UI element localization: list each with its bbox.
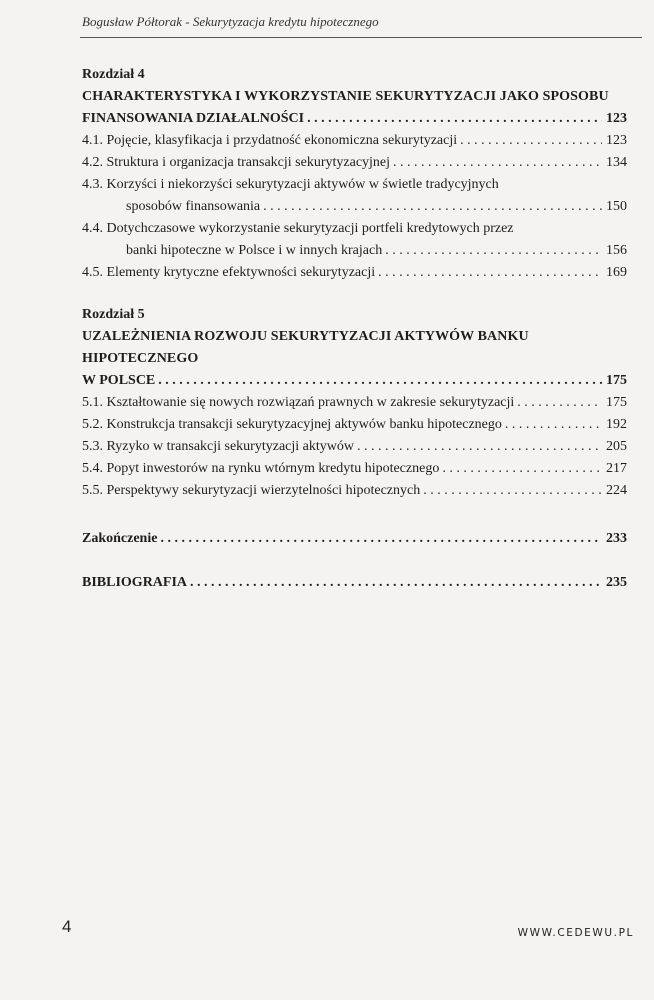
running-header: Bogusław Półtorak - Sekurytyzacja kredytu hipotecznego [82,14,379,29]
chapter-title-line2: FINANSOWANIA DZIAŁALNOŚCI [82,111,305,126]
dot-leader [378,262,602,284]
section-title-line1 [82,218,627,240]
section-number: 5.5. [82,483,103,498]
page-number: 175 [606,373,627,388]
section-text: Popyt inwestorów na rynku wtórnym kredytu hipotecznego [106,461,440,476]
conclusion-label: Zakończenie [82,531,158,546]
bibliography-label: BIBLIOGRAFIA [82,575,188,590]
chapter-title-row[interactable] [82,370,627,392]
toc-entry-conclusion[interactable] [82,528,627,550]
toc-entry-4-3[interactable] [82,174,627,218]
dot-leader [505,414,602,436]
chapter-title-row[interactable] [82,108,627,130]
page-number: 150 [606,199,627,214]
dot-leader [307,108,602,130]
section-title [82,436,354,458]
toc-entry-5-4[interactable] [82,458,627,480]
dot-leader [263,196,602,218]
section-text: sposobów finansowania [126,199,261,214]
chapter-title-line1: UZALEŻNIENIA ROZWOJU SEKURYTYZACJI AKTYWÓW BANKU HIPOTECZNEGO [82,329,529,366]
dot-leader [460,130,602,152]
dot-leader [190,572,602,594]
section-number: 4.2. [82,155,103,170]
section-text-line1: Korzyści i niekorzyści sekurytyzacji aktywów w świetle tradycyjnych [106,177,499,192]
header-rule [80,37,642,38]
section-title-line2-row [82,196,627,218]
section-text: Konstrukcja transakcji sekurytyzacyjnej aktywów banku hipotecznego [106,417,502,432]
dot-leader [393,152,602,174]
page-number: 192 [606,417,627,432]
section-title [82,392,514,414]
section-number: 4.3. [82,177,103,192]
page-number: 217 [606,461,627,476]
section-number: 5.4. [82,461,103,476]
page-number: 233 [606,531,627,546]
page-number: 123 [606,111,627,126]
dot-leader [442,458,602,480]
chapter-5 [82,304,627,502]
section-text-line1: Dotychczasowe wykorzystanie sekurytyzacji portfeli kredytowych przez [106,221,514,236]
section-text: Ryzyko w transakcji sekurytyzacji aktywów [106,439,354,454]
dot-leader [357,436,602,458]
toc-entry-5-1[interactable] [82,392,627,414]
toc-entry-4-4[interactable] [82,218,627,262]
page-number: 175 [606,395,627,410]
page-number: 205 [606,439,627,454]
section-title [82,130,457,152]
section-number: 4.4. [82,221,103,236]
toc-entry-4-1[interactable] [82,130,627,152]
dot-leader [158,370,602,392]
toc-entry-bibliography[interactable] [82,572,627,594]
table-of-contents [82,64,627,616]
section-text: banki hipoteczne w Polsce i w innych krajach [126,243,383,258]
chapter-title-line1: CHARAKTERYSTYKA I WYKORZYSTANIE SEKURYTYZACJI JAKO SPOSOBU [82,89,609,104]
chapter-label: Rozdział 4 [82,67,145,82]
page-number: 156 [606,243,627,258]
page-number: 169 [606,265,627,280]
section-title-line1 [82,174,627,196]
chapter-4 [82,64,627,284]
page-number: 134 [606,155,627,170]
chapter-label: Rozdział 5 [82,307,145,322]
folio-page-number: 4 [62,917,72,936]
publisher-url: WWW.CEDEWU.PL [517,927,634,939]
dot-leader [160,528,602,550]
section-title-line2-row [82,240,627,262]
section-text: Pojęcie, klasyfikacja i przydatność ekonomiczna sekurytyzacji [106,133,458,148]
section-title [82,262,375,284]
section-number: 4.1. [82,133,103,148]
toc-entry-5-2[interactable] [82,414,627,436]
dot-leader [517,392,602,414]
toc-entry-4-5[interactable] [82,262,627,284]
toc-entry-5-5[interactable] [82,480,627,502]
dot-leader [423,480,602,502]
section-number: 4.5. [82,265,103,280]
section-title [82,414,502,436]
section-title [82,480,420,502]
section-number: 5.2. [82,417,103,432]
page-number: 235 [606,575,627,590]
dot-leader [385,240,602,262]
section-title [82,152,390,174]
section-text: Perspektywy sekurytyzacji wierzytelności hipotecznych [106,483,421,498]
section-text: Kształtowanie się nowych rozwiązań prawnych w zakresie sekurytyzacji [106,395,515,410]
section-text: Elementy krytyczne efektywności sekurytyzacji [106,265,376,280]
page-number: 224 [606,483,627,498]
section-number: 5.1. [82,395,103,410]
page-number: 123 [606,133,627,148]
toc-entry-5-3[interactable] [82,436,627,458]
section-text: Struktura i organizacja transakcji sekurytyzacyjnej [106,155,391,170]
chapter-title-line2: W POLSCE [82,373,156,388]
toc-entry-4-2[interactable] [82,152,627,174]
section-title [82,458,439,480]
section-number: 5.3. [82,439,103,454]
